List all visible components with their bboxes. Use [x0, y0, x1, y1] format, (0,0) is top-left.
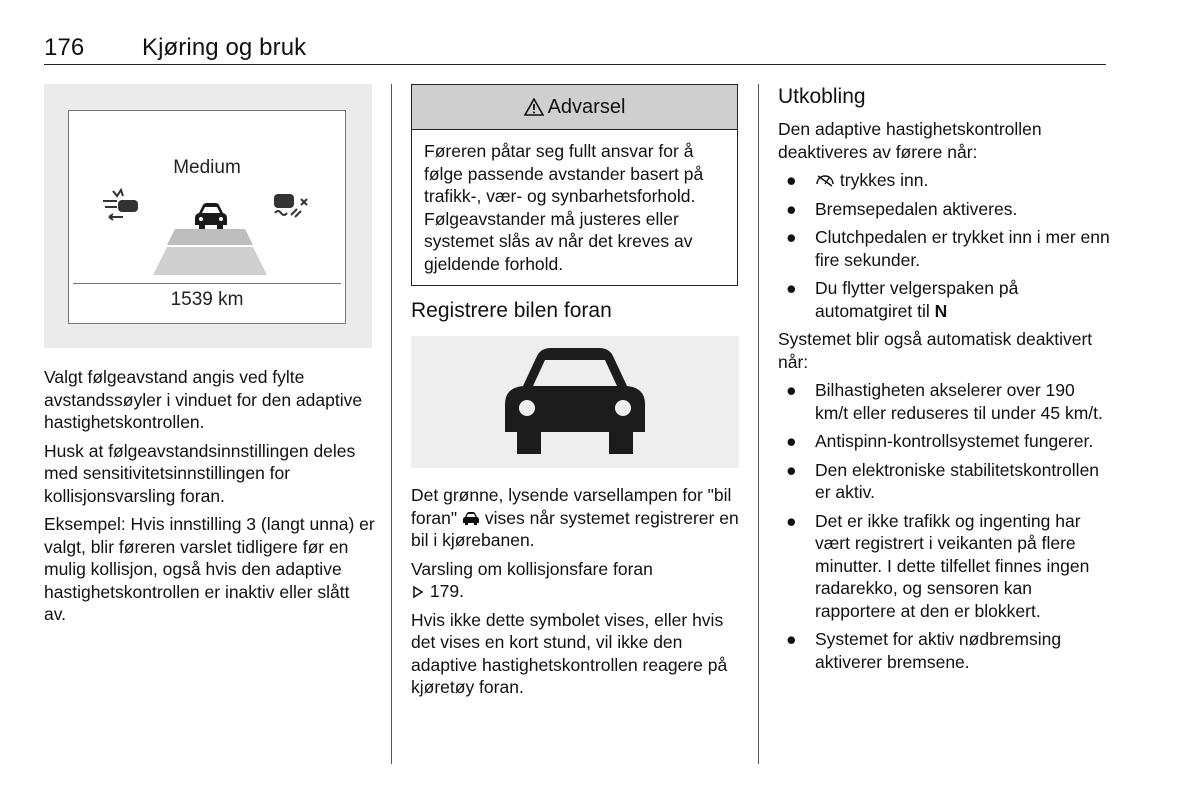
paragraph	[411, 484, 745, 552]
page-reference: 179.	[429, 581, 464, 601]
paragraph: Hvis ikke dette symbolet vises, eller hvis det vises en kort stund, vil ikke den adaptive hastighetskontrollen reagere på kjøretøy foran.	[411, 609, 728, 697]
warning-triangle-icon	[524, 98, 544, 116]
middle-column	[411, 484, 745, 705]
display-figure	[44, 84, 372, 348]
paragraph: Eksempel: Hvis innstilling 3 (langt unna) er valgt, blir føreren varslet tidligere før en mulig kollisjon, også hvis den adaptive hastighetskontrollen er inaktiv eller slått av.	[44, 514, 375, 624]
list-item-text: trykkes inn.	[839, 170, 929, 190]
page-title: Kjøring og bruk	[142, 34, 307, 61]
car-ahead-symbol-icon	[495, 346, 655, 458]
paragraph: Den adaptive hastighetskontrollen deaktiveres av førere når:	[778, 119, 1042, 162]
list-item-text: Systemet for aktiv nødbremsing aktiverer bremsene.	[815, 629, 1062, 672]
warning-box	[411, 84, 738, 286]
display-panel	[68, 110, 346, 324]
section-heading: Utkobling	[778, 85, 866, 108]
bullet: ●	[786, 380, 797, 400]
paragraph: Husk at følgeavstandsinnstillingen deles med sensitivitetsinnstillingen for kollisjonsvarsling foran.	[44, 440, 356, 506]
car-ahead-icon	[193, 201, 229, 231]
list-item	[778, 277, 1112, 322]
auto-deactivation-list	[778, 379, 1112, 673]
right-column	[778, 84, 1112, 679]
paragraph: Valgt følgeavstand angis ved fylte avstandssøyler i vinduet for den adaptive hastighetskontrollen.	[44, 367, 363, 432]
bullet: ●	[786, 227, 797, 247]
list-item	[778, 169, 1112, 192]
list-item-text: Bilhastigheten akselerer over 190 km/t eller reduseres til under 45 km/t.	[815, 380, 1103, 423]
paragraph: Systemet blir også automatisk deaktivert når:	[778, 329, 1093, 372]
bullet: ●	[786, 198, 797, 219]
section-heading: Registrere bilen foran	[411, 299, 612, 322]
middle-heading-block	[411, 298, 743, 332]
column-divider-1	[391, 84, 392, 764]
deactivation-list	[778, 169, 1112, 322]
header-rule	[44, 64, 1106, 65]
gear-position-n: N	[934, 300, 948, 321]
car-symbol-figure	[411, 336, 739, 468]
left-column	[44, 366, 376, 632]
distance-bars-graphic	[153, 229, 267, 277]
paragraph-text: vises når systemet registrerer en bil i kjørebanen.	[411, 507, 739, 550]
paragraph	[411, 558, 745, 603]
page-number: 176	[44, 34, 85, 61]
list-item	[778, 379, 1112, 424]
warning-header	[412, 85, 737, 130]
list-item-text: Det er ikke trafikk og ingenting har vært registrert i veikanten på flere minutter. I dette tilfellet finnes ingen radarekko, og sensoren kan rapportere at den er blokkert.	[815, 510, 1090, 621]
warning-title: Advarsel	[547, 95, 626, 118]
paragraph-text: Varsling om kollisjonsfare foran	[411, 558, 653, 579]
bullet: ●	[786, 629, 797, 649]
list-item-text: Bremsepedalen aktiveres.	[815, 198, 1018, 219]
bullet: ●	[786, 431, 797, 451]
collision-alert-icon	[99, 187, 147, 225]
car-ahead-inline-icon	[462, 511, 480, 526]
list-item	[778, 459, 1112, 504]
bullet: ●	[786, 510, 797, 531]
bullet: ●	[786, 170, 797, 190]
list-item	[778, 628, 1112, 673]
page-reference-icon	[411, 585, 425, 599]
traction-skid-icon	[269, 191, 313, 225]
warning-body: Føreren påtar seg fullt ansvar for å følge passende avstander basert på trafikk-, vær- og synbarhetsforhold. Følgeavstander må justeres eller systemet slås av når det kreves av gjeldende forhold.	[424, 141, 704, 274]
list-item	[778, 198, 1112, 221]
panel-separator	[73, 283, 341, 284]
bullet: ●	[786, 459, 797, 480]
list-item	[778, 430, 1112, 453]
list-item-text: Den elektroniske stabilitetskontrollen er aktiv.	[815, 459, 1100, 502]
list-item	[778, 510, 1112, 623]
list-item-text: Antispinn-kontrollsystemet fungerer.	[815, 431, 1094, 451]
column-divider-2	[758, 84, 759, 764]
list-item-text: Clutchpedalen er trykket inn i mer enn fire sekunder.	[815, 227, 1110, 270]
distance-setting-label: Medium	[173, 157, 241, 178]
list-item-text: Du flytter velgerspaken på automatgiret til	[815, 278, 1019, 321]
list-item	[778, 226, 1112, 271]
odometer-reading: 1539 km	[170, 289, 244, 310]
paragraph-text: Det grønne, lysende varsellampen for "bil foran"	[411, 485, 732, 528]
cruise-cancel-icon	[815, 172, 835, 188]
bullet: ●	[786, 278, 797, 298]
